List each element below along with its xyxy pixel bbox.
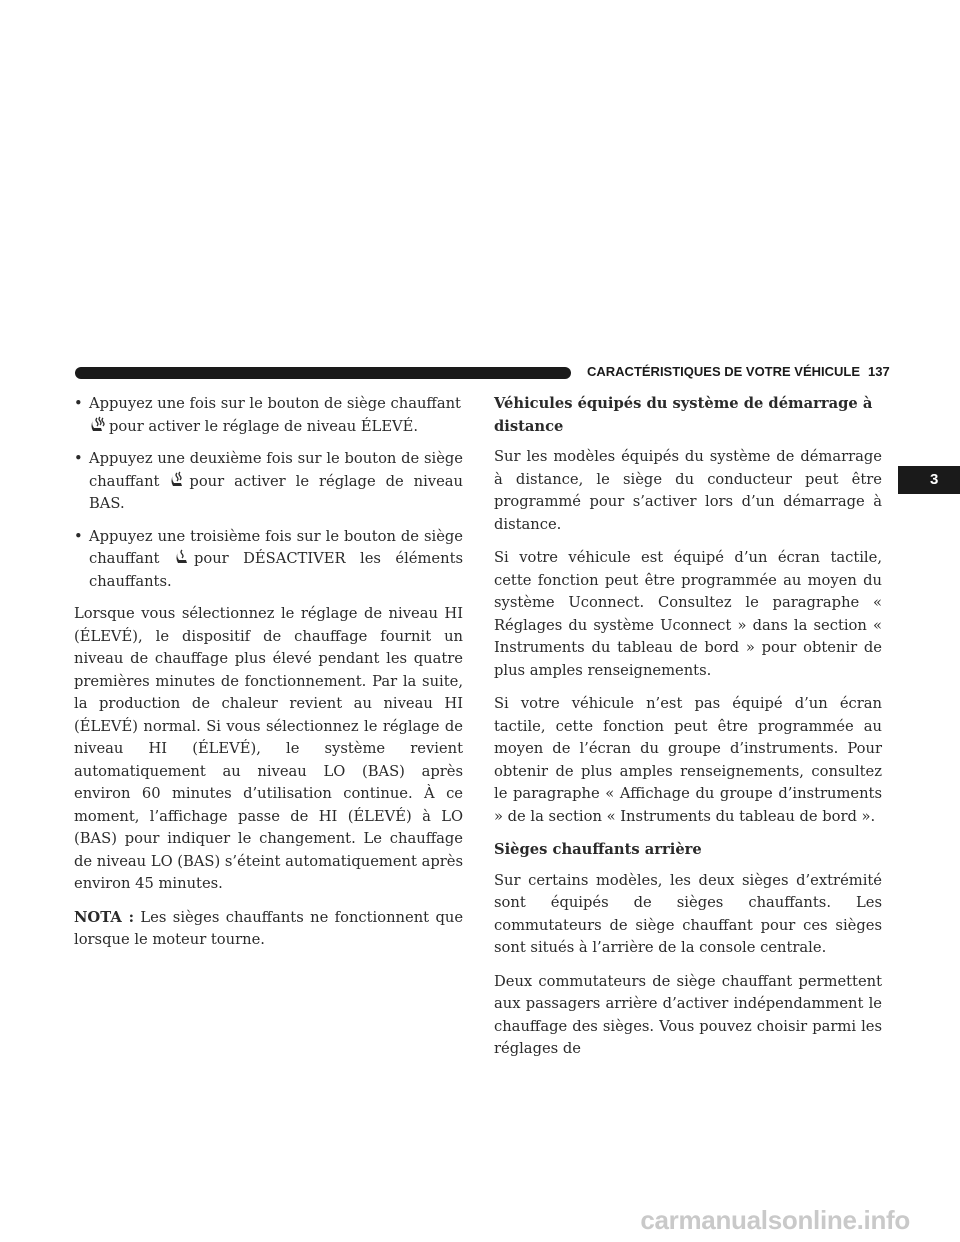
page-number: 137 [868,364,890,379]
bullet-text-after: pour DÉSACTIVER les éléments chauffants. [89,550,464,590]
bullet-text-after: pour activer le réglage de niveau ÉLEVÉ. [109,417,419,435]
running-header [587,364,897,379]
section-heading: Sièges chauffants arrière [494,841,702,858]
body-paragraph: Deux commutateurs de siège chauffant permettent aux passagers arrière d’activer indépendamment le chauffage des sièges. Vous pouvez choisir parmi les réglages de [494,972,882,1057]
bullet-text-after: pour activer le réglage de niveau BAS. [89,472,463,512]
watermark: carmanualsonline.info [640,1205,910,1235]
section-heading: Véhicules équipés du système de démarrage à distance [494,395,873,435]
note-paragraph [74,907,463,952]
body-paragraph: Si votre véhicule n’est pas équipé d’un écran tactile, cette fonction peut être programmée au moyen de l’écran du groupe d’instruments. Pour obtenir de plus amples renseignements, consultez le paragraphe « Affichage du groupe d’instruments » de la section « Instruments du tableau de bord ». [494,695,882,825]
body-paragraph: Lorsque vous sélectionnez le réglage de niveau HI (ÉLEVÉ), le dispositif de chauffage fournit un niveau de chauffage plus élevé pendant les quatre premières minutes de fonctionnement. Par la suite, la production de chaleur revient au niveau HI (ÉLEVÉ) normal. Si vous sélectionnez le réglage de niveau HI (ÉLEVÉ), le système revient automatiquement au niveau LO (BAS) après environ 60 minutes d’utilisation continue. À ce moment, l’affichage passe de HI (ÉLEVÉ) à LO (BAS) pour indiquer le changement. Le chauffage de niveau LO (BAS) s’éteint automatiquement après environ 45 minutes. [74,605,463,892]
note-text: Les sièges chauffants ne fonctionnent que lorsque le moteur tourne. [74,908,464,948]
body-paragraph: Si votre véhicule est équipé d’un écran tactile, cette fonction peut être programmée au moyen du système Uconnect. Consultez le paragraphe « Réglages du système Uconnect » dans la section « Instruments du tableau de bord » pour obtenir de plus amples renseignements. [494,549,882,679]
right-column [494,393,882,1072]
heated-seat-icon [169,471,187,490]
bullet-item [74,393,463,438]
bullet-item [74,526,463,594]
section-title: CARACTÉRISTIQUES DE VOTRE VÉHICULE [587,364,861,379]
header-bar [75,367,571,379]
body-paragraph: Sur les modèles équipés du système de démarrage à distance, le siège du conducteur peut être programmé pour s’activer lors d’un démarrage à distance. [494,448,882,533]
heated-seat-icon [174,548,192,567]
bullet-text-before: Appuyez une troisième fois sur le bouton de siège chauffant [89,527,463,567]
bullet-text-before: Appuyez une fois sur le bouton de siège chauffant [89,395,461,412]
body-paragraph: Sur certains modèles, les deux sièges d’extrémité sont équipés de sièges chauffants. Les commutateurs de siège chauffant pour ces sièges sont situés à l’arrière de la console centrale. [494,871,882,956]
left-column [74,393,463,963]
bullet-text-before: Appuyez une deuxième fois sur le bouton de siège chauffant [89,450,463,490]
heated-seat-icon [89,416,107,435]
note-label: NOTA : [74,908,135,926]
bullet-item [74,448,463,516]
chapter-tab: 3 [898,466,960,494]
